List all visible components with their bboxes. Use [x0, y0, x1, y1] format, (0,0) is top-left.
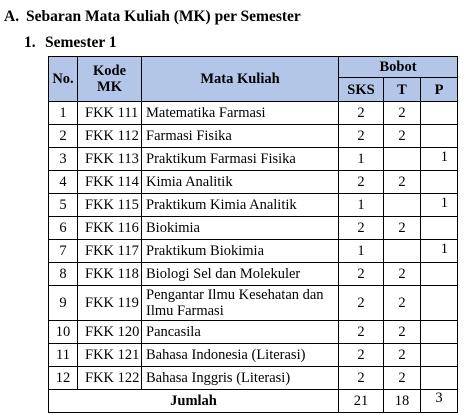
- cell-kode: FKK 121: [78, 344, 142, 367]
- cell-p: [421, 321, 458, 344]
- cell-kode: FKK 115: [78, 194, 142, 217]
- header-no: No.: [49, 57, 78, 102]
- cell-p: [421, 217, 458, 240]
- cell-p: [421, 367, 458, 390]
- cell-no: 12: [49, 367, 78, 390]
- cell-mata-kuliah: Farmasi Fisika: [142, 125, 339, 148]
- cell-mata-kuliah: Biologi Sel dan Molekuler: [142, 263, 339, 286]
- table-row: [49, 217, 458, 240]
- cell-sks: 2: [339, 367, 384, 390]
- subsection-heading: [24, 34, 117, 52]
- cell-sks: 2: [339, 125, 384, 148]
- cell-kode: FKK 119: [78, 286, 142, 321]
- section-title: Sebaran Mata Kuliah (MK) per Semester: [26, 8, 301, 25]
- cell-mata-kuliah: Praktikum Kimia Analitik: [142, 194, 339, 217]
- cell-p: [421, 171, 458, 194]
- total-sks: 21: [339, 390, 384, 413]
- cell-t: [384, 148, 421, 171]
- cell-no: 11: [49, 344, 78, 367]
- total-t: 18: [384, 390, 421, 413]
- cell-mata-kuliah: Matematika Farmasi: [142, 102, 339, 125]
- cell-t: 2: [384, 125, 421, 148]
- cell-no: 3: [49, 148, 78, 171]
- cell-p: 1: [421, 148, 458, 171]
- cell-mata-kuliah: Kimia Analitik: [142, 171, 339, 194]
- table-row: [49, 263, 458, 286]
- cell-t: 2: [384, 102, 421, 125]
- cell-no: 9: [49, 286, 78, 321]
- cell-t: 2: [384, 367, 421, 390]
- cell-p: [421, 102, 458, 125]
- cell-kode: FKK 118: [78, 263, 142, 286]
- cell-sks: 2: [339, 217, 384, 240]
- cell-mata-kuliah-line1: Pengantar Ilmu Kesehatan dan: [146, 287, 324, 303]
- section-heading: [4, 8, 301, 26]
- cell-sks: 2: [339, 263, 384, 286]
- cell-p: 1: [421, 240, 458, 263]
- table-row: [49, 148, 458, 171]
- header-mata-kuliah: Mata Kuliah: [142, 57, 339, 102]
- cell-mata-kuliah: Biokimia: [142, 217, 339, 240]
- cell-no: 5: [49, 194, 78, 217]
- cell-no: 4: [49, 171, 78, 194]
- cell-t: 2: [384, 217, 421, 240]
- cell-mata-kuliah: [142, 286, 339, 321]
- header-kode-line1: Kode: [92, 63, 127, 79]
- total-row: [49, 390, 458, 413]
- cell-p: [421, 286, 458, 321]
- cell-no: 8: [49, 263, 78, 286]
- header-kode: [78, 57, 142, 102]
- cell-kode: FKK 120: [78, 321, 142, 344]
- table-row: [49, 240, 458, 263]
- cell-t: [384, 240, 421, 263]
- cell-p: 1: [421, 194, 458, 217]
- table-row: [49, 171, 458, 194]
- cell-kode: FKK 111: [78, 102, 142, 125]
- total-p: 3: [421, 390, 458, 413]
- cell-p: [421, 263, 458, 286]
- cell-kode: FKK 112: [78, 125, 142, 148]
- cell-sks: 2: [339, 344, 384, 367]
- header-kode-line2: MK: [97, 79, 122, 95]
- cell-mata-kuliah: Bahasa Inggris (Literasi): [142, 367, 339, 390]
- cell-mata-kuliah: Praktikum Biokimia: [142, 240, 339, 263]
- cell-no: 2: [49, 125, 78, 148]
- cell-kode: FKK 116: [78, 217, 142, 240]
- cell-sks: 2: [339, 286, 384, 321]
- cell-no: 1: [49, 102, 78, 125]
- table-row: [49, 125, 458, 148]
- cell-kode: FKK 114: [78, 171, 142, 194]
- table-row: [49, 344, 458, 367]
- table-row: [49, 194, 458, 217]
- cell-mata-kuliah: Bahasa Indonesia (Literasi): [142, 344, 339, 367]
- cell-t: 2: [384, 321, 421, 344]
- cell-t: [384, 194, 421, 217]
- header-sks: SKS: [339, 78, 384, 102]
- table-row: [49, 286, 458, 321]
- subsection-number: 1.: [24, 34, 36, 51]
- header-t: T: [384, 78, 421, 102]
- cell-mata-kuliah: Pancasila: [142, 321, 339, 344]
- header-p: P: [421, 78, 458, 102]
- cell-no: 10: [49, 321, 78, 344]
- header-bobot: Bobot: [339, 57, 458, 78]
- total-label: Jumlah: [49, 390, 339, 413]
- course-table: [48, 56, 458, 413]
- cell-sks: 1: [339, 148, 384, 171]
- cell-sks: 1: [339, 240, 384, 263]
- cell-sks: 1: [339, 194, 384, 217]
- cell-kode: FKK 117: [78, 240, 142, 263]
- subsection-title: Semester 1: [45, 34, 117, 51]
- cell-p: [421, 125, 458, 148]
- table-row: [49, 321, 458, 344]
- cell-t: 2: [384, 263, 421, 286]
- cell-sks: 2: [339, 171, 384, 194]
- cell-no: 7: [49, 240, 78, 263]
- cell-kode: FKK 113: [78, 148, 142, 171]
- table-row: [49, 102, 458, 125]
- cell-sks: 2: [339, 102, 384, 125]
- cell-sks: 2: [339, 321, 384, 344]
- cell-mata-kuliah: Praktikum Farmasi Fisika: [142, 148, 339, 171]
- cell-p: [421, 344, 458, 367]
- cell-kode: FKK 122: [78, 367, 142, 390]
- cell-t: 2: [384, 344, 421, 367]
- cell-no: 6: [49, 217, 78, 240]
- cell-t: 2: [384, 286, 421, 321]
- section-number: A.: [4, 8, 20, 25]
- cell-t: 2: [384, 171, 421, 194]
- table-row: [49, 367, 458, 390]
- cell-mata-kuliah-line2: Ilmu Farmasi: [146, 303, 224, 319]
